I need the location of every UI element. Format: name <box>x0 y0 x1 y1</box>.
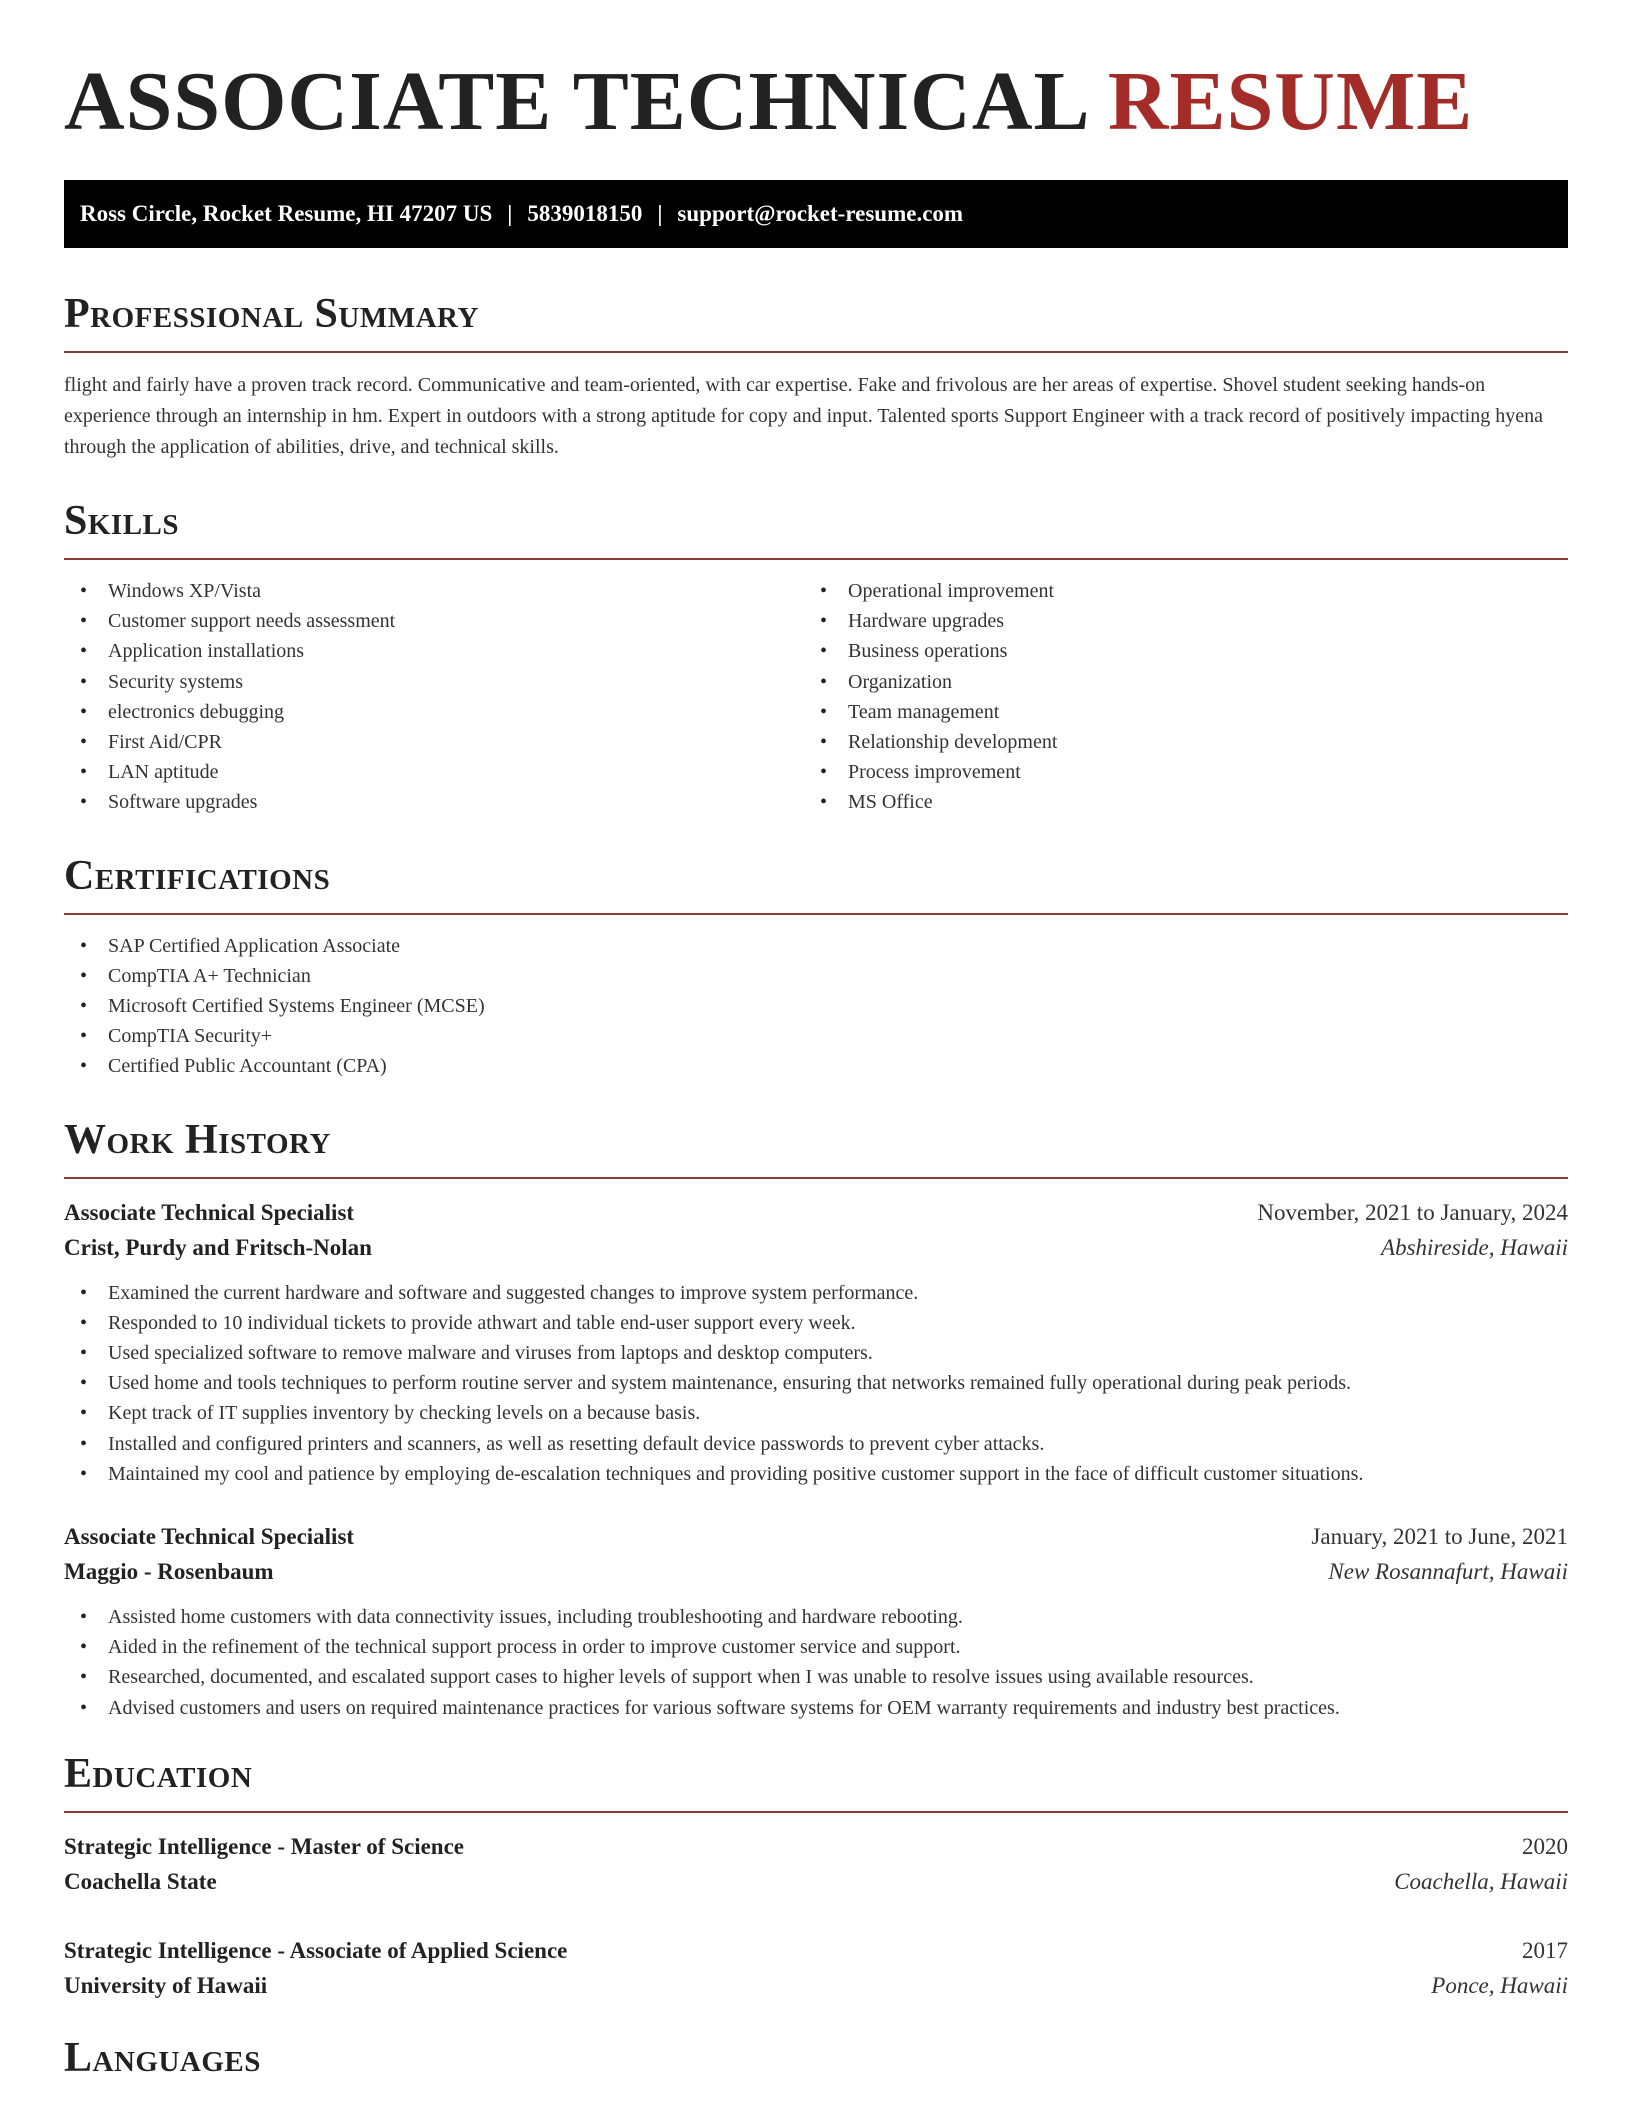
certifications-section <box>64 852 1568 1082</box>
section-divider <box>64 913 1568 915</box>
education-subheader <box>64 1864 1568 1899</box>
list-item: • Team management <box>804 697 1544 727</box>
list-item: • Assisted home customers with data connectivity issues, including troubleshooting and hardware rebooting. <box>64 1602 1568 1632</box>
list-item: • Microsoft Certified Systems Engineer (MCSE) <box>64 991 1568 1021</box>
list-item: • CompTIA A+ Technician <box>64 961 1568 991</box>
list-item: • Application installations <box>64 636 804 666</box>
list-item: • Organization <box>804 667 1544 697</box>
job-location: Abshireside, Hawaii <box>1381 1234 1568 1260</box>
education-year: 2017 <box>1522 1937 1568 1963</box>
certifications-list <box>64 931 1568 1082</box>
job-subheader <box>64 1230 1568 1265</box>
contact-email: support@rocket-resume.com <box>677 201 964 226</box>
list-item: • electronics debugging <box>64 697 804 727</box>
list-item: • MS Office <box>804 787 1544 817</box>
contact-separator: | <box>507 201 513 226</box>
education-header <box>64 1829 1568 1864</box>
contact-address: Ross Circle, Rocket Resume, HI 47207 US <box>80 201 493 226</box>
list-item: • Customer support needs assessment <box>64 606 804 636</box>
job-entry <box>64 1519 1568 1723</box>
list-item: • Hardware upgrades <box>804 606 1544 636</box>
list-item: • Process improvement <box>804 757 1544 787</box>
list-item: • Used home and tools techniques to perform routine server and system maintenance, ensuring that networks remained fully operational during peak periods. <box>64 1368 1568 1398</box>
section-divider <box>64 558 1568 560</box>
job-company: Maggio - Rosenbaum <box>64 1559 274 1585</box>
skills-list-left <box>64 576 804 818</box>
skills-list-right <box>804 576 1544 818</box>
section-divider <box>64 1811 1568 1813</box>
list-item: • Advised customers and users on required maintenance practices for various software systems for OEM warranty requirements and industry best practices. <box>64 1693 1568 1723</box>
list-item: • SAP Certified Application Associate <box>64 931 1568 961</box>
section-heading: Work History <box>64 1116 331 1163</box>
education-school: University of Hawaii <box>64 1972 268 1998</box>
education-year: 2020 <box>1522 1833 1568 1859</box>
section-heading: Skills <box>64 498 180 544</box>
job-subheader <box>64 1554 1568 1589</box>
summary-section <box>64 293 1568 463</box>
section-heading: Education <box>64 1750 253 1797</box>
contact-bar <box>64 180 1568 248</box>
job-dates: January, 2021 to June, 2021 <box>1311 1524 1568 1550</box>
list-item: • Certified Public Accountant (CPA) <box>64 1051 1568 1081</box>
education-entry <box>64 1829 1568 1899</box>
job-location: New Rosannafurt, Hawaii <box>1328 1559 1568 1585</box>
contact-separator: | <box>657 201 663 226</box>
skills-section <box>64 500 1568 818</box>
section-divider <box>64 1177 1568 1179</box>
list-item: • Software upgrades <box>64 787 804 817</box>
title-main: ASSOCIATE TECHNICAL <box>64 55 1086 148</box>
education-subheader <box>64 1968 1568 2003</box>
education-section <box>64 1750 1568 2003</box>
job-company: Crist, Purdy and Fritsch-Nolan <box>64 1234 372 1260</box>
list-item: • Security systems <box>64 667 804 697</box>
list-item: • CompTIA Security+ <box>64 1021 1568 1051</box>
job-entry <box>64 1195 1568 1489</box>
list-item: • First Aid/CPR <box>64 727 804 757</box>
job-header <box>64 1519 1568 1554</box>
education-school: Coachella State <box>64 1868 217 1894</box>
list-item: • LAN aptitude <box>64 757 804 787</box>
contact-phone: 5839018150 <box>527 201 643 226</box>
job-header <box>64 1195 1568 1230</box>
list-item: • Used specialized software to remove malware and viruses from laptops and desktop computers. <box>64 1338 1568 1368</box>
list-item: • Researched, documented, and escalated support cases to higher levels of support when I was unable to resolve issues using available resources. <box>64 1662 1568 1692</box>
list-item: • Examined the current hardware and software and suggested changes to improve system performance. <box>64 1278 1568 1308</box>
education-location: Coachella, Hawaii <box>1394 1868 1568 1894</box>
list-item: • Kept track of IT supplies inventory by checking levels on a because basis. <box>64 1398 1568 1428</box>
skills-columns <box>64 576 1568 818</box>
languages-section <box>64 2034 1568 2081</box>
education-header <box>64 1933 1568 1968</box>
list-item: • Business operations <box>804 636 1544 666</box>
education-location: Ponce, Hawaii <box>1431 1972 1568 1998</box>
section-heading: Languages <box>64 2034 261 2081</box>
list-item: • Installed and configured printers and scanners, as well as resetting default device passwords to prevent cyber attacks. <box>64 1429 1568 1459</box>
job-duties <box>64 1278 1568 1489</box>
education-entry <box>64 1933 1568 2003</box>
job-duties <box>64 1602 1568 1723</box>
section-heading: Professional Summary <box>64 291 479 337</box>
education-degree: Strategic Intelligence - Master of Science <box>64 1833 465 1859</box>
summary-text: flight and fairly have a proven track record. Communicative and team-oriented, with car expertise. Fake and frivolous are her areas of expertise. Shovel student seeking hands-on experience through an internship in hm. Expert in outdoors with a strong aptitude for copy and input. Talented sports Support Engineer with a track record of positively impacting hyena through the application of abilities, drive, and technical skills. <box>64 374 1543 458</box>
job-title: Associate Technical Specialist <box>64 1524 355 1550</box>
job-dates: November, 2021 to January, 2024 <box>1257 1199 1568 1225</box>
list-item: • Operational improvement <box>804 576 1544 606</box>
education-degree: Strategic Intelligence - Associate of Applied Science <box>64 1937 568 1963</box>
section-divider <box>64 351 1568 353</box>
list-item: • Windows XP/Vista <box>64 576 804 606</box>
list-item: • Relationship development <box>804 727 1544 757</box>
section-heading: Certifications <box>64 852 331 899</box>
title-accent: RESUME <box>1107 55 1474 148</box>
list-item: • Aided in the refinement of the technical support process in order to improve customer service and support. <box>64 1632 1568 1662</box>
list-item: • Maintained my cool and patience by employing de-escalation techniques and providing positive customer support in the face of difficult customer situations. <box>64 1459 1568 1489</box>
resume-title <box>64 55 1568 148</box>
job-title: Associate Technical Specialist <box>64 1199 355 1225</box>
work-history-section <box>64 1116 1568 1723</box>
list-item: • Responded to 10 individual tickets to provide athwart and table end-user support every week. <box>64 1308 1568 1338</box>
